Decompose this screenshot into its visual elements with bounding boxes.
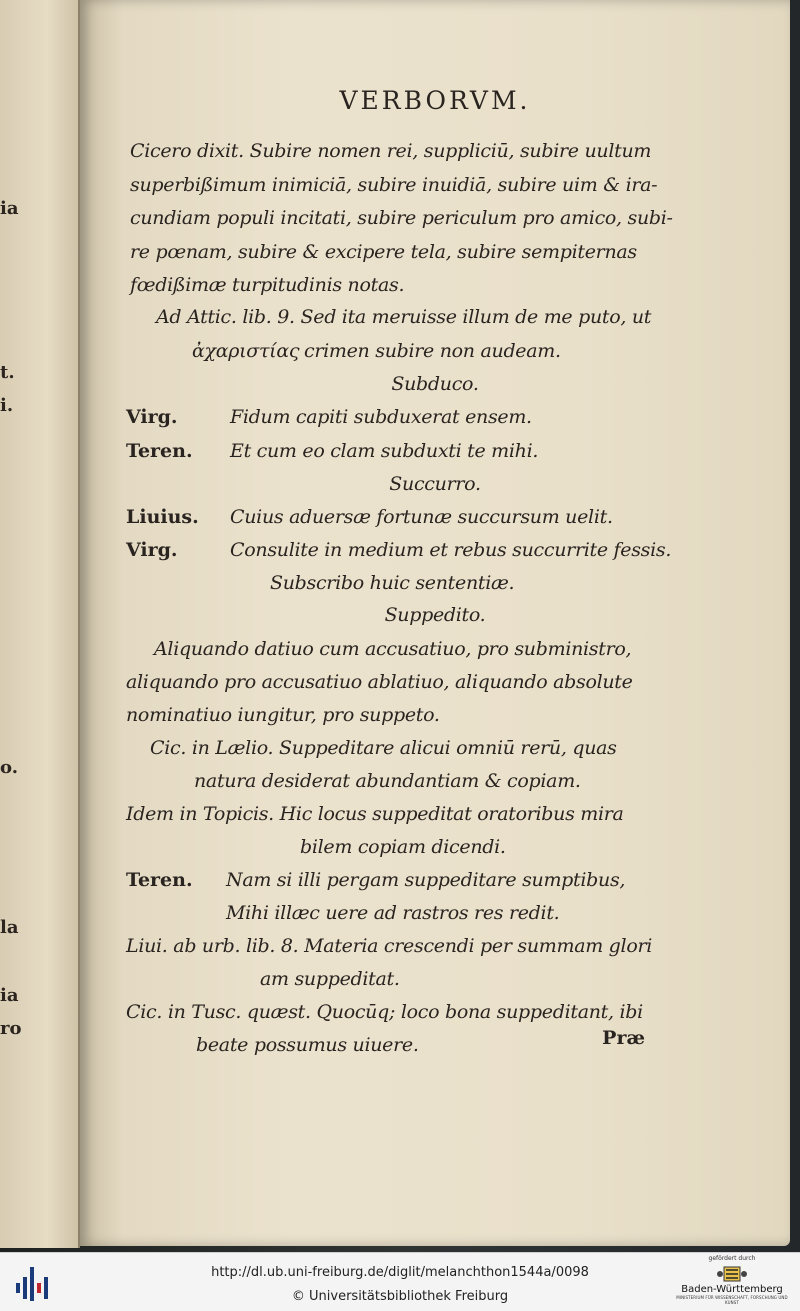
text-line: cundiam populi incitati, subire periculum pro amico, subi- xyxy=(130,207,673,229)
citation-line: natura desiderat abundantiam & copiam. xyxy=(194,770,581,792)
author-label: Teren. xyxy=(126,869,193,891)
citation-line: Mihi illæc uere ad rastros res redit. xyxy=(226,902,560,924)
text-line: superbißimum inimiciā, subire inuidiā, subire uim & ira- xyxy=(130,174,658,196)
example-text: Et cum eo clam subduxti te mihi. xyxy=(230,440,539,462)
sponsor-label: gefördert durch xyxy=(708,1255,756,1262)
author-label: Liuius. xyxy=(126,506,199,528)
left-fragment: ro xyxy=(0,1018,22,1039)
headword-subscribo: Subscribo huic sententiæ. xyxy=(270,572,515,594)
left-fragment: ia xyxy=(0,985,19,1006)
greek-word: ἀχαριστίας xyxy=(192,340,300,362)
author-label: Virg. xyxy=(126,539,178,561)
headword-subduco: Subduco. xyxy=(391,373,479,395)
citation-line: Idem in Topicis. Hic locus suppeditat oratoribus mira xyxy=(126,803,624,825)
text-line: re pœnam, subire & excipere tela, subire sempiternas xyxy=(130,241,637,263)
author-label: Virg. xyxy=(126,406,178,428)
ministry-name: MINISTERIUM FÜR WISSENSCHAFT, FORSCHUNG UND KUNST xyxy=(676,1295,788,1305)
citation-line: Liui. ab urb. lib. 8. Materia crescendi per summam glori xyxy=(126,935,653,957)
left-fragment: i. xyxy=(0,395,14,416)
text-line: Aliquando datiuo cum accusatiuo, pro subministro, xyxy=(154,638,632,660)
catchword: Præ xyxy=(602,1027,645,1049)
attic-reference: Ad Attic. lib. 9. Sed ita meruisse illum de me puto, ut xyxy=(156,306,652,328)
author-label: Teren. xyxy=(126,440,193,462)
headword-succurro: Succurro. xyxy=(389,473,481,495)
state-crest-icon xyxy=(716,1265,748,1287)
citation-line: Cic. in Lælio. Suppeditare alicui omniū rerū, quas xyxy=(150,737,617,759)
example-text: Cuius aduersæ fortunæ succursum uelit. xyxy=(230,506,613,528)
state-name: Baden-Württemberg xyxy=(681,1284,783,1295)
book-page xyxy=(80,0,790,1246)
example-text: Consulite in medium et rebus succurrite fessis. xyxy=(230,539,672,561)
example-text: Fidum capiti subduxerat ensem. xyxy=(230,406,532,428)
citation-line: Cic. in Tusc. quæst. Quocūq; loco bona suppeditant, ibi xyxy=(126,1001,643,1023)
text-line: Cicero dixit. Subire nomen rei, suppliciū, subire uultum xyxy=(130,140,652,162)
permalink-url[interactable]: http://dl.ub.uni-freiburg.de/diglit/melanchthon1544a/0098 xyxy=(211,1265,589,1280)
left-page-edge xyxy=(0,0,80,1248)
left-fragment: la xyxy=(0,917,19,938)
citation-line: am suppeditat. xyxy=(260,968,400,990)
citation-line: Nam si illi pergam suppeditare sumptibus, xyxy=(226,869,626,891)
headword-suppedito: Suppedito. xyxy=(384,604,486,626)
left-fragment: t. xyxy=(0,362,15,383)
viewer-footer xyxy=(0,1252,800,1311)
left-fragment: ia xyxy=(0,198,19,219)
citation-line: beate possumus uiuere. xyxy=(196,1034,419,1056)
sponsor-block xyxy=(672,1255,792,1309)
left-fragment: o. xyxy=(0,757,18,778)
text-line: fœdißimæ turpitudinis notas. xyxy=(130,274,405,296)
attic-continuation: crimen subire non audeam. xyxy=(304,340,561,362)
citation-line: bilem copiam dicendi. xyxy=(300,836,506,858)
running-head: VERBORVM. xyxy=(339,86,531,115)
text-line: aliquando pro accusatiuo ablatiuo, aliquando absolute xyxy=(126,671,633,693)
copyright-text: © Universitätsbibliothek Freiburg xyxy=(291,1289,509,1304)
text-line: nominatiuo iungitur, pro suppeto. xyxy=(126,704,440,726)
